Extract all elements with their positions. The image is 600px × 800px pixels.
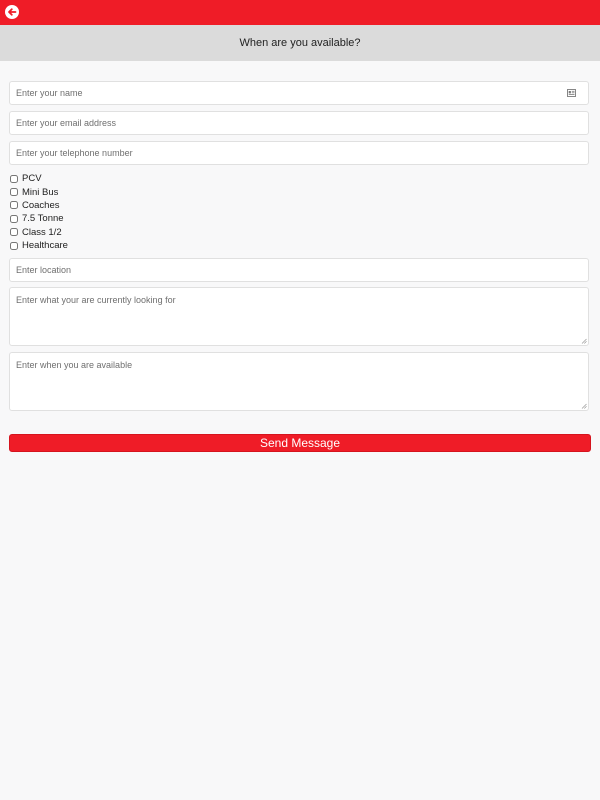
checkbox-coaches[interactable] <box>10 199 68 212</box>
checkbox-7-5-tonne[interactable] <box>10 212 68 225</box>
arrow-left-icon <box>7 7 17 17</box>
looking-for-field[interactable] <box>9 287 589 346</box>
name-field[interactable] <box>9 81 589 105</box>
checkbox-input[interactable] <box>10 201 18 209</box>
category-checkbox-list <box>10 172 68 252</box>
page-title-bar <box>0 25 600 61</box>
checkbox-mini-bus[interactable] <box>10 185 68 198</box>
name-input[interactable] <box>10 82 588 104</box>
availability-field[interactable] <box>9 352 589 411</box>
send-message-button[interactable]: Send Message <box>9 434 591 452</box>
location-field[interactable] <box>9 258 589 282</box>
checkbox-input[interactable] <box>10 215 18 223</box>
checkbox-input[interactable] <box>10 175 18 183</box>
checkbox-class-1-2[interactable] <box>10 226 68 239</box>
phone-input[interactable] <box>10 142 588 164</box>
checkbox-label: 7.5 Tonne <box>22 213 64 225</box>
checkbox-pcv[interactable] <box>10 172 68 185</box>
page-title: When are you available? <box>239 37 361 49</box>
checkbox-input[interactable] <box>10 188 18 196</box>
checkbox-input[interactable] <box>10 228 18 236</box>
email-input[interactable] <box>10 112 588 134</box>
contact-card-icon[interactable] <box>567 89 576 97</box>
phone-field[interactable] <box>9 141 589 165</box>
resize-grip-icon[interactable] <box>581 338 587 344</box>
checkbox-healthcare[interactable] <box>10 239 68 252</box>
location-input[interactable] <box>10 259 588 281</box>
checkbox-label: Mini Bus <box>22 186 59 198</box>
looking-for-textarea[interactable] <box>10 288 588 345</box>
checkbox-input[interactable] <box>10 242 18 250</box>
checkbox-label: PCV <box>22 173 42 185</box>
email-field[interactable] <box>9 111 589 135</box>
checkbox-label: Class 1/2 <box>22 226 62 238</box>
resize-grip-icon[interactable] <box>581 403 587 409</box>
checkbox-label: Healthcare <box>22 240 68 252</box>
top-app-bar <box>0 0 600 25</box>
checkbox-label: Coaches <box>22 199 60 211</box>
availability-textarea[interactable] <box>10 353 588 410</box>
back-button[interactable] <box>5 5 19 19</box>
